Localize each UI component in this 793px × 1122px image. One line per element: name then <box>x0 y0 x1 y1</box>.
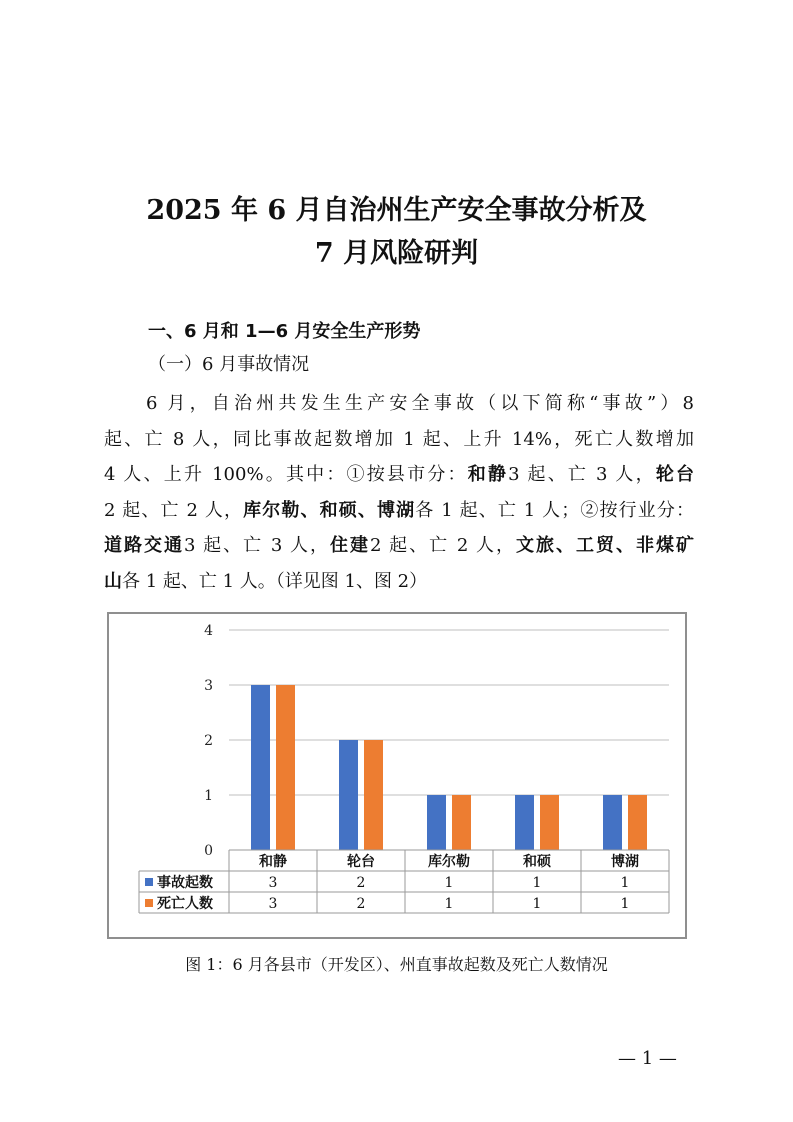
doc-title-line1: 2025 年 6 月自治州生产安全事故分析及 <box>146 195 647 226</box>
text-run: 起、亡 8 人，同比事故起数增加 1 起、上升 14%，死亡人数增加 <box>104 428 694 450</box>
bar-accidents <box>515 795 534 850</box>
bar-deaths <box>276 685 295 850</box>
figure-caption: 图 1：6 月各县市（开发区）、州直事故起数及死亡人数情况 <box>185 955 608 974</box>
paragraph-line <box>104 457 694 493</box>
bar-accidents <box>427 795 446 850</box>
bar-deaths <box>628 795 647 850</box>
body-paragraph <box>104 386 694 599</box>
paragraph-line <box>104 386 694 422</box>
series-name: 死亡人数 <box>157 896 213 912</box>
doc-title-line2: 7 月风险研判 <box>314 238 479 269</box>
y-tick-label: 4 <box>204 623 213 639</box>
table-value: 3 <box>268 896 278 912</box>
category-label: 库尔勒 <box>428 854 470 870</box>
bar-deaths <box>540 795 559 850</box>
text-run: 2 起、亡 2 人， <box>370 535 517 556</box>
bold-text: 和静 <box>467 464 509 485</box>
bold-text: 山 <box>104 570 122 592</box>
legend-key <box>145 878 153 886</box>
table-value: 1 <box>444 875 454 891</box>
bold-text: 住建 <box>330 535 371 556</box>
bold-text: 库尔勒、和硕、博湖 <box>243 499 416 521</box>
text-run: 6 月，自治州共发生生产安全事故（以下简称“事故”）8 <box>146 393 694 414</box>
chart-svg <box>109 614 685 937</box>
text-run: 2 起、亡 2 人， <box>104 499 244 521</box>
bar-deaths <box>364 740 383 850</box>
table-value: 1 <box>444 896 454 912</box>
paragraph-line <box>104 564 694 600</box>
table-value: 3 <box>268 875 278 891</box>
table-value: 1 <box>532 875 542 891</box>
table-value: 1 <box>620 875 630 891</box>
accident-bar-chart <box>107 612 687 939</box>
subsection-heading: （一）6 月事故情况 <box>148 354 310 375</box>
paragraph-line <box>104 528 694 564</box>
y-tick-label: 1 <box>204 788 213 804</box>
text-run: 4 人、上升 100%。其中：①按县市分： <box>104 464 468 485</box>
category-label: 和硕 <box>523 854 551 870</box>
table-value: 1 <box>532 896 542 912</box>
bar-deaths <box>452 795 471 850</box>
bold-text: 文旅、工贸、非煤矿 <box>516 535 695 556</box>
text-run: 各 1 起、亡 1 人。（详见图 1、图 2） <box>122 570 428 592</box>
text-run: 3 起、亡 3 人， <box>183 535 331 556</box>
bar-accidents <box>339 740 358 850</box>
text-run: 各 1 起、亡 1 人；②按行业分： <box>415 499 695 521</box>
bold-text: 道路交通 <box>104 535 184 556</box>
y-tick-label: 0 <box>204 843 213 859</box>
category-label: 博湖 <box>611 854 639 870</box>
y-tick-label: 2 <box>204 733 213 749</box>
y-tick-label: 3 <box>204 678 213 694</box>
text-run: 3 起、亡 3 人， <box>508 464 656 485</box>
paragraph-line <box>104 422 694 458</box>
paragraph-line <box>104 493 694 529</box>
category-label: 和静 <box>259 854 287 870</box>
bar-accidents <box>603 795 622 850</box>
table-value: 2 <box>356 896 366 912</box>
section-heading: 一、6 月和 1—6 月安全生产形势 <box>148 321 421 342</box>
category-label: 轮台 <box>347 854 375 870</box>
bold-text: 轮台 <box>655 464 695 485</box>
page-number: — 1 — <box>618 1048 677 1069</box>
legend-key <box>145 899 153 907</box>
table-value: 1 <box>620 896 630 912</box>
table-value: 2 <box>356 875 366 891</box>
series-name: 事故起数 <box>157 875 213 891</box>
bar-accidents <box>251 685 270 850</box>
